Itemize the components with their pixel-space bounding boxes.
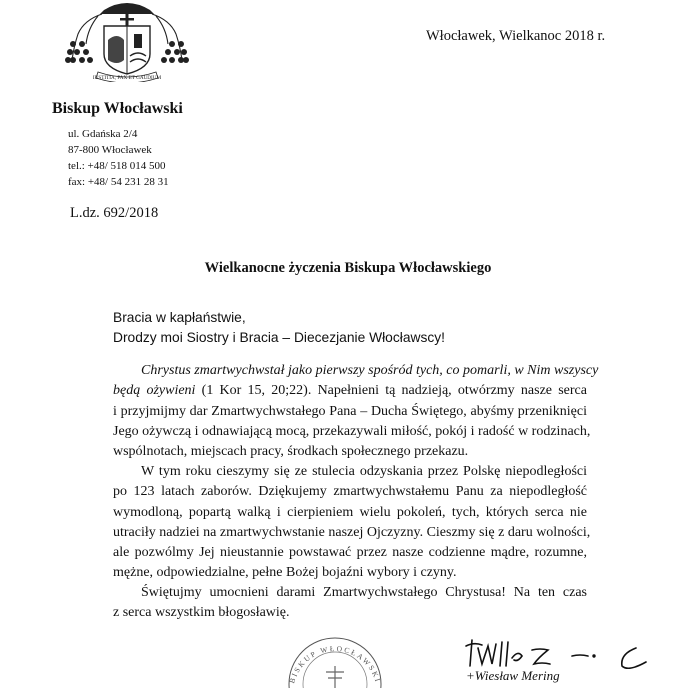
p1-line: i przyjmijmy dar Zmartwychwstałego Pana – Ducha Świętego, abyśmy przeniknięci [113,403,587,419]
p3-line: z serca wszystkim błogosławię. [113,605,290,621]
paragraph-3 [113,583,587,624]
p2-line: utraciły nadziei na zmartwychwstanie naszej Ojczyzny. Cieszmy się z daru wolności, [113,524,591,540]
address-street: ul. Gdańska 2/4 [68,128,138,140]
p1-line [113,381,587,401]
p2-line: ale pozwólmy Jej nieustannie powstawać przez nasze codzienne mądre, rozumne, [113,545,587,561]
sender-name: Biskup Włocławski [52,100,183,117]
bishop-coat-of-arms [62,0,192,82]
address-city: 87-800 Włocławek [68,144,152,156]
telephone: tel.: +48/ 518 014 500 [68,160,166,172]
motto-text: IUSTITIA, PAX ET GAUDIUM [92,75,162,81]
paragraph-2 [113,462,591,584]
scripture-quote: Chrystus zmartwychwstał jako pierwszy spośród tych, co pomarli, w Nim wszyscy [141,363,599,378]
p1-text: (1 Kor 15, 20;22). Napełnieni tą nadzieją, otwórzmy nasze serca [195,383,587,399]
p2-line: W tym roku cieszymy się ze stulecia odzyskania przez Polskę niepodległości [141,464,587,479]
p3-line: Świętujmy umocnieni darami Zmartwychwstałego Chrystusa! Na ten czas [141,585,587,600]
letter-title: Wielkanocne życzenia Biskupa Włocławskiego [204,260,492,276]
paragraph-1 [113,361,599,462]
signatory-name: +Wiesław Mering [466,668,560,683]
p2-line: mężne, odpowiedzialne, pełne Bożej bojaźni wybory i czyny. [113,565,457,581]
city-date: Włocławek, Wielkanoc 2018 r. [426,28,606,44]
seal-text: BISKUP WŁOCŁAWSKI [287,644,383,685]
p2-line: wymodloną, popartą walką i cierpieniem wielu pokoleń, tych, których serca nie [113,504,587,520]
scripture-quote: będą ożywieni [113,383,196,399]
salutation-line-1: Bracia w kapłaństwie, [113,310,246,325]
bishop-seal-stamp [280,622,390,688]
fax: fax: +48/ 54 231 28 31 [68,176,169,188]
p1-line: Jego ożywczą i odnawiającą mocą, przekazywali miłość, pokój i radość w rodzinach, [113,423,591,439]
p2-line: po 123 latach zaborów. Dziękujemy zmartwychwstałemu Panu za niepodległość [113,484,587,500]
p1-line: wspólnotach, miejscach pracy, środkach społecznego przekazu. [113,444,469,460]
salutation-line-2: Drodzy moi Siostry i Bracia – Diecezjanie Włocławscy! [113,330,445,345]
reference-number: L.dz. 692/2018 [70,205,159,221]
p1-line [113,361,599,381]
